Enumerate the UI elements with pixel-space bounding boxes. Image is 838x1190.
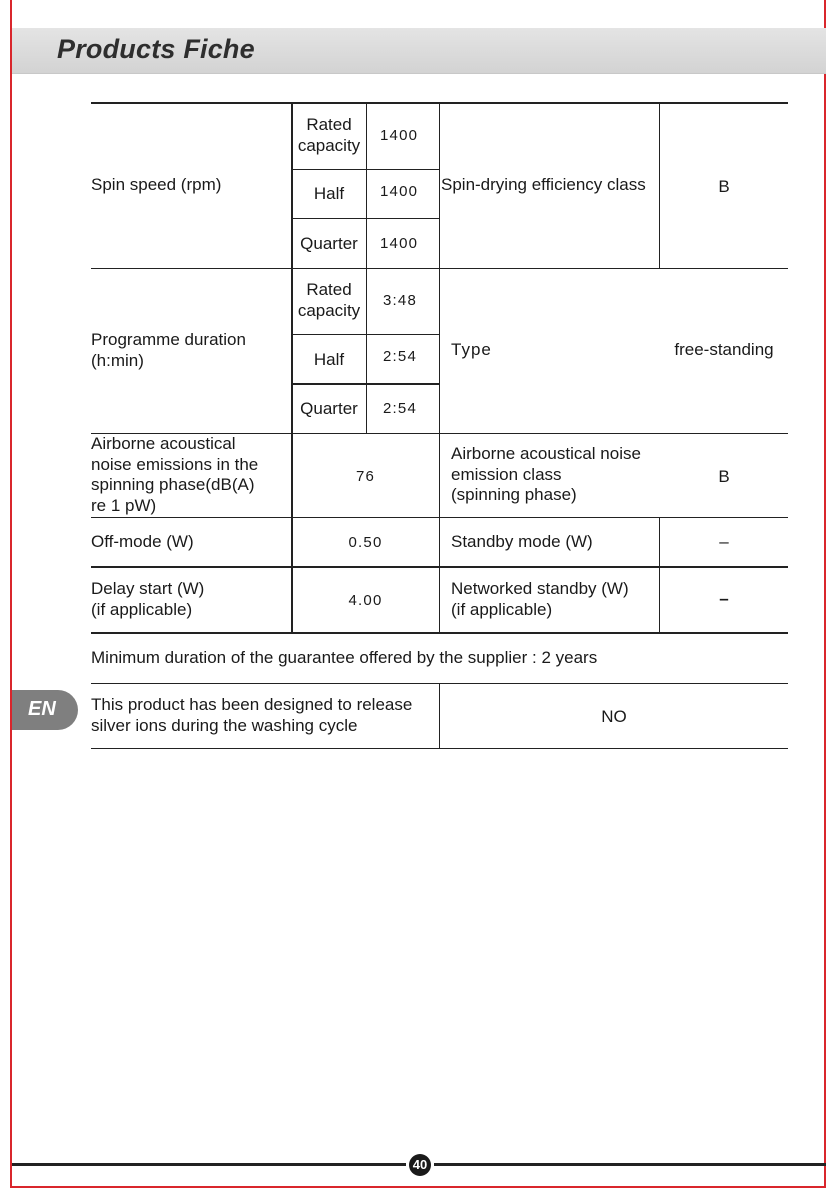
networked-standby-value: –	[719, 589, 729, 608]
spin-drying-class-value: B	[718, 177, 730, 196]
footer-line-right	[434, 1163, 826, 1166]
column-divider	[439, 103, 440, 633]
silver-ions-label: This product has been designed to release silver ions during the washing cycle	[91, 695, 413, 735]
standby-mode-label: Standby mode (W)	[451, 532, 593, 551]
language-tab-label: EN	[28, 698, 56, 720]
load-label: Half	[313, 184, 345, 203]
language-tab[interactable]	[12, 690, 78, 730]
guarantee-text: Minimum duration of the guarantee offered by the supplier : 2 years	[91, 648, 598, 667]
networked-standby-label: Networked standby (W) (if applicable)	[451, 579, 629, 619]
spin-speed-label: Spin speed (rpm)	[91, 175, 222, 194]
load-label: Quarter	[300, 399, 358, 418]
noise-class-value: B	[718, 467, 730, 486]
load-label: Quarter	[300, 234, 358, 253]
standby-mode-value: –	[719, 532, 729, 551]
title-bar	[12, 28, 826, 74]
programme-duration-value: 2:54	[383, 348, 417, 365]
spin-speed-value: 1400	[380, 235, 419, 252]
type-value: free-standing	[674, 340, 774, 359]
programme-duration-value: 3:48	[383, 292, 417, 309]
spin-speed-value: 1400	[380, 127, 419, 144]
page-number: 40	[409, 1154, 431, 1176]
footer-line-left	[12, 1163, 406, 1166]
load-label: Half	[313, 350, 345, 369]
programme-duration-label: Programme duration (h:min)	[91, 330, 246, 370]
type-label: Type	[451, 340, 492, 359]
silver-ions-value: NO	[601, 707, 627, 726]
noise-emissions-label: Airborne acoustical noise emissions in the spinning phase(dB(A) re 1 pW)	[91, 434, 259, 515]
page-title: Products Fiche	[57, 34, 255, 64]
programme-duration-value: 2:54	[383, 400, 417, 417]
spin-speed-value: 1400	[380, 183, 419, 200]
off-mode-value: 0.50	[348, 534, 383, 551]
noise-emissions-value: 76	[355, 468, 376, 485]
column-divider	[366, 103, 367, 434]
spin-drying-class-label: Spin-drying efficiency class	[441, 175, 646, 194]
noise-class-label: Airborne acoustical noise emission class (spinning phase)	[451, 444, 641, 504]
delay-start-value: 4.00	[348, 592, 383, 609]
load-label: Rated capacity	[297, 280, 361, 320]
delay-start-label: Delay start (W) (if applicable)	[91, 579, 205, 619]
load-label: Rated capacity	[297, 115, 361, 155]
off-mode-label: Off-mode (W)	[91, 532, 194, 551]
